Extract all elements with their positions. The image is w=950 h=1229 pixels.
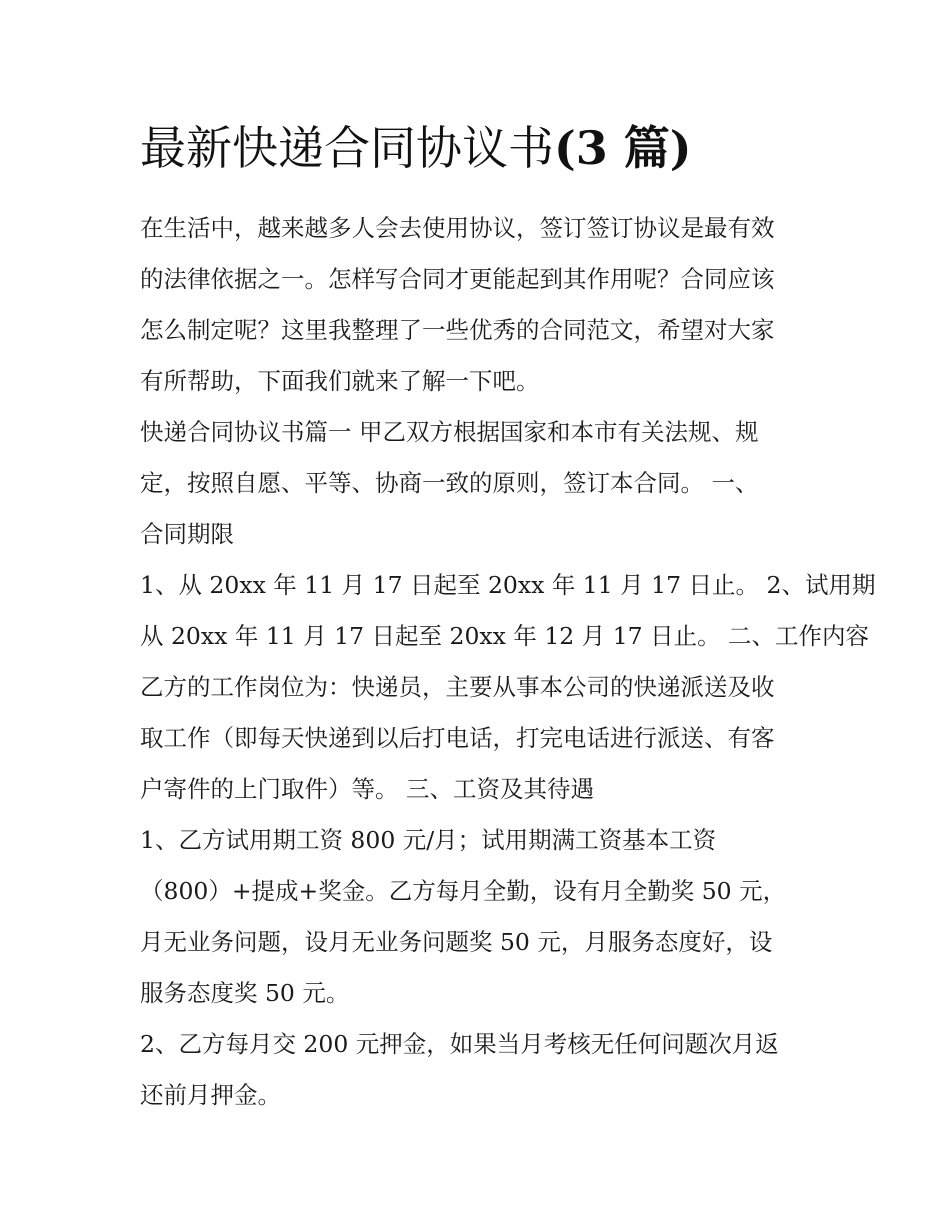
document-title-main: 最新快递合同协议书 — [140, 121, 554, 175]
paragraph-wages — [140, 815, 820, 1019]
paragraph-line: 2、乙方每月交 200 元押金，如果当月考核无任何问题次月返 — [140, 1030, 779, 1058]
document-title-suffix: (3 篇) — [554, 121, 692, 175]
paragraph-line: 月无业务问题，设月无业务问题奖 50 元，月服务态度好，设 — [140, 928, 773, 956]
paragraph-line: 户寄件的上门取件）等。 三、工资及其待遇 — [140, 775, 594, 803]
paragraph-line: 服务态度奖 50 元。 — [140, 979, 350, 1007]
paragraph-line: 在生活中，越来越多人会去使用协议，签订签订协议是最有效 — [140, 214, 775, 242]
paragraph-line: 1、从 20xx 年 11 月 17 日起至 20xx 年 11 月 17 日止。 2、试用期 — [140, 571, 876, 599]
paragraph-line: 从 20xx 年 11 月 17 日起至 20xx 年 12 月 17 日止。 二、工作内容 — [140, 622, 870, 650]
paragraph-line: 怎么制定呢？这里我整理了一些优秀的合同范文，希望对大家 — [140, 316, 775, 344]
paragraph-line: 定，按照自愿、平等、协商一致的原则，签订本合同。 一、 — [140, 469, 759, 497]
paragraph-contract-term — [140, 560, 876, 815]
paragraph-intro — [140, 203, 820, 407]
paragraph-line: 有所帮助，下面我们就来了解一下吧。 — [140, 367, 540, 395]
paragraph-line: （800）+提成+奖金。乙方每月全勤，设有月全勤奖 50 元， — [140, 877, 787, 905]
paragraph-line: 1、乙方试用期工资 800 元/月；试用期满工资基本工资 — [140, 826, 717, 854]
paragraph-deposit — [140, 1019, 820, 1121]
paragraph-line: 的法律依据之一。怎样写合同才更能起到其作用呢？合同应该 — [140, 265, 775, 293]
document-title — [140, 115, 820, 181]
paragraph-line: 合同期限 — [140, 520, 234, 548]
paragraph-line: 取工作（即每天快递到以后打电话，打完电话进行派送、有客 — [140, 724, 775, 752]
paragraph-contract-preamble — [140, 407, 820, 560]
paragraph-line: 还前月押金。 — [140, 1081, 281, 1109]
paragraph-line: 乙方的工作岗位为：快递员，主要从事本公司的快递派送及收 — [140, 673, 775, 701]
paragraph-line: 快递合同协议书篇一 甲乙双方根据国家和本市有关法规、规 — [140, 418, 759, 446]
document-body — [140, 115, 876, 1121]
